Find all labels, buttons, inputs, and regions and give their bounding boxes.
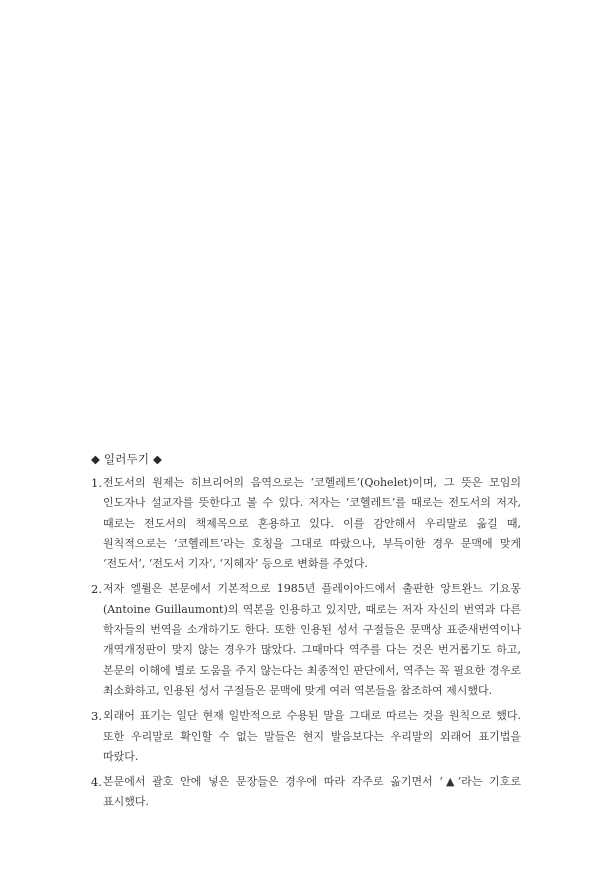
notes-list: [91, 473, 521, 813]
note-number: 1.: [91, 476, 102, 490]
note-item-3: [91, 706, 521, 767]
note-text: 본문에서 괄호 안에 넣은 문장들은 경우에 따라 각주로 옮기면서 ‘▲’라는 기호로 표시했다.: [103, 775, 521, 809]
note-item-1: [91, 473, 521, 574]
notes-heading: ◆ 일러두기 ◆: [91, 452, 163, 466]
note-item-4: [91, 772, 521, 813]
note-text: 저자 엘륄은 본문에서 기본적으로 1985년 플레이아드에서 출판한 앙트완느 기요몽(Antoine Guillaumont)의 역본을 인용하고 있지만, 때로는 저자 자신의 번역과 다른 학자들의 번역을 소개하기도 한다. 또한 인용된 성서 구절들은 문맥상 표준새번역이나 개역개정판이 맞지 않는 경우가 많았다. 그때마다 역주를 다는 것은 번거롭기도 하고, 본문의 이해에 별로 도움을 주지 않는다는 최종적인 판단에서, 역주는 꼭 필요한 경우로 최소화하고, 인용된 성서 구절들은 문맥에 맞게 여러 역본들을 참조하여 제시했다.: [103, 582, 521, 697]
note-number: 3.: [91, 709, 102, 724]
note-item-2: [91, 579, 521, 701]
note-number: 4.: [91, 775, 102, 790]
note-number: 2.: [91, 582, 102, 597]
explanatory-notes-section: [91, 451, 521, 818]
note-text: 전도서의 원제는 히브리어의 음역으로는 ‘코헬레트’(Qohelet)이며, 그 뜻은 모임의 인도자나 설교자를 뜻한다고 볼 수 있다. 저자는 ‘코헬레트’를 때로는 전도서의 저자, 때로는 전도서의 책제목으로 혼용하고 있다. 이를 감안해서 우리말로 옮길 때, 원칙적으로는 ‘코헬레트’라는 호칭을 그대로 따랐으나, 부득이한 경우 문맥에 맞게 ‘전도서’, ‘전도서 기자’, ‘지혜자’ 등으로 변화를 주었다.: [103, 476, 521, 571]
note-text: 외래어 표기는 일단 현재 일반적으로 수용된 말을 그대로 따르는 것을 원칙으로 했다. 또한 우리말로 확인할 수 없는 말들은 현지 발음보다는 우리말의 외래어 표기법을 따랐다.: [103, 709, 521, 763]
